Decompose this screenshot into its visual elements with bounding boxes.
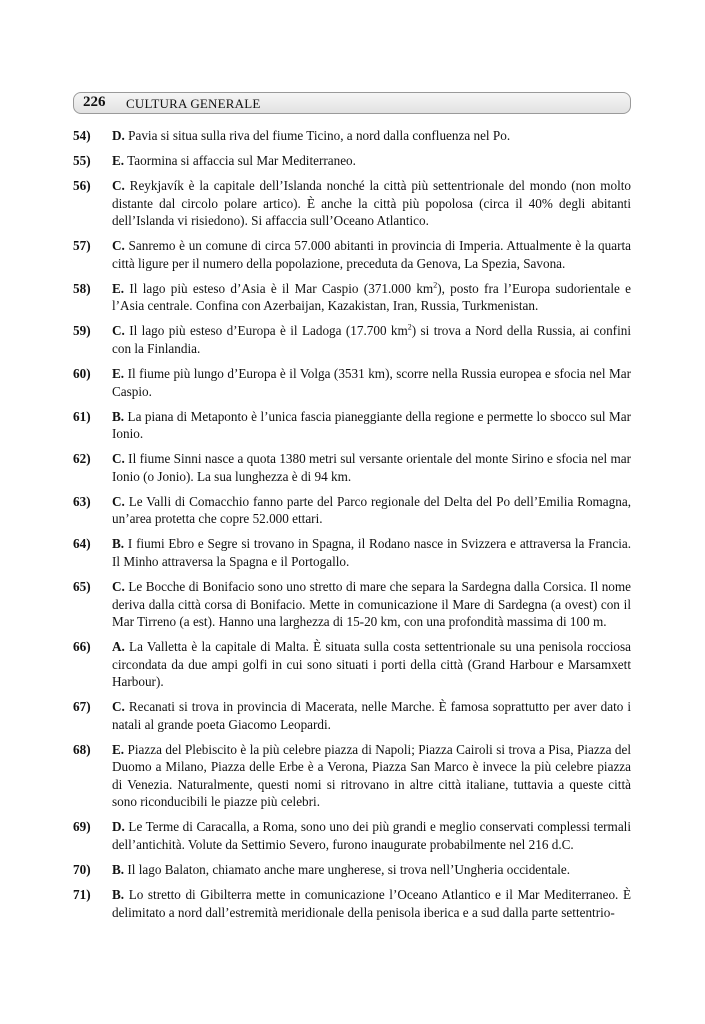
answer-text: La Valletta è la capitale di Malta. È situata sulla costa settentrionale su una penisola rocciosa circondata da due ampi golfi in cui sono situati i porti della città (Grand Harbour e Marsamxett Harbour). <box>112 639 631 690</box>
answer-letter: C. <box>112 178 125 194</box>
answer-letter: C. <box>112 579 125 595</box>
answer-text: Taormina si affaccia sul Mar Mediterraneo. <box>127 153 356 169</box>
answer-letter: E. <box>112 153 125 169</box>
page-header <box>73 92 631 114</box>
item-number: 66) <box>73 639 91 655</box>
item-number: 70) <box>73 862 91 877</box>
item-number: 58) <box>73 280 91 296</box>
section-title: CULTURA GENERALE <box>126 96 261 111</box>
answer-item <box>73 535 631 570</box>
answer-list <box>73 127 631 929</box>
item-number: 62) <box>73 451 91 467</box>
answer-letter: E. <box>112 741 125 757</box>
answer-text: Reykjavík è la capitale dell’Islanda nonché la città più settentrionale del mondo (non molto distante dal circolo polare artico). È anche la città più popolosa (circa il 40% degli abitanti dell’Islanda vi risiedono). Si affaccia sull’Oceano Atlantico. <box>112 178 632 229</box>
page-number: 226 <box>83 94 106 110</box>
superscript: 2 <box>433 280 438 290</box>
answer-text: Le Valli di Comacchio fanno parte del Parco regionale del Delta del Po dell’Emilia Romagna, un’area protetta che copre 52.000 ettari. <box>112 493 632 527</box>
item-number: 69) <box>73 819 91 835</box>
answer-text: Recanati si trova in provincia di Macerata, nelle Marche. È famosa soprattutto per aver dato i natali al grande poeta Giacomo Leopardi. <box>112 699 632 732</box>
answer-item <box>73 861 631 879</box>
answer-text: Pavia si situa sulla riva del fiume Ticino, a nord dalla confluenza nel Po. <box>128 128 511 143</box>
answer-text-continued: ), posto fra l’Europa sudorientale e l’Asia centrale. Confina con Azerbaijan, Kazakistan, Iran, Russia, Turkmenistan. <box>112 280 632 314</box>
answer-item <box>73 698 631 733</box>
answer-item <box>73 493 631 528</box>
item-number: 63) <box>73 493 91 509</box>
answer-letter: A. <box>112 639 125 655</box>
answer-text: Le Bocche di Bonifacio sono uno stretto di mare che separa la Sardegna dalla Corsica. Il nome deriva dalla città corsa di Bonifacio. Mette in comunicazione il Mare di Sardegna (a ovest) con il Mar Tirreno (a est). Hanno una larghezza di 15-20 km, con una profondità massima di 100 m. <box>112 579 632 630</box>
item-number: 56) <box>73 178 91 194</box>
answer-letter: C. <box>112 451 125 467</box>
answer-text: Il lago più esteso d’Europa è il Ladoga (17.700 km <box>129 323 408 339</box>
answer-text: Il fiume più lungo d’Europa è il Volga (3531 km), scorre nella Russia europea e sfocia nel Mar Caspio. <box>112 366 632 399</box>
answer-item <box>73 886 631 921</box>
answer-text: La piana di Metaponto è l’unica fascia pianeggiante della regione e permette lo sbocco sul Mar Ionio. <box>112 408 632 442</box>
answer-item <box>73 237 631 272</box>
answer-text: I fiumi Ebro e Segre si trovano in Spagna, il Rodano nasce in Svizzera e attraversa la Francia. Il Minho attraversa la Spagna e il Portogallo. <box>112 536 632 569</box>
answer-text: Piazza del Plebiscito è la più celebre piazza di Napoli; Piazza Cairoli si trova a Pisa, Piazza del Duomo a Milano, Piazza delle Erbe è a Verona, Piazza San Marco è invece la più celebre piazza di Venezia. Naturalmente, questi nomi si ritrovano in altre città italiane, tuttavia a queste città sono riconducibili le piazze più celebri. <box>112 741 631 810</box>
answer-item <box>73 365 631 400</box>
answer-letter: B. <box>112 887 125 903</box>
answer-text: Le Terme di Caracalla, a Roma, sono uno dei più grandi e meglio conservati complessi termali dell’antichità. Volute da Settimio Severo, furono inaugurate probabilmente nel 216 d.C. <box>112 819 631 852</box>
item-number: 68) <box>73 741 91 757</box>
answer-item <box>73 177 631 230</box>
answer-letter: E. <box>112 280 125 296</box>
answer-letter: B. <box>112 862 125 877</box>
answer-item <box>73 741 631 811</box>
superscript: 2 <box>407 323 412 333</box>
item-number: 65) <box>73 579 91 595</box>
answer-text: Il lago più esteso d’Asia è il Mar Caspio (371.000 km <box>129 280 434 296</box>
answer-letter: D. <box>112 819 125 835</box>
answer-text: Il fiume Sinni nasce a quota 1380 metri sul versante orientale del monte Sirino e sfocia nel mar Ionio (o Jonio). La sua lunghezza è di 94 km. <box>112 451 632 484</box>
answer-item <box>73 322 631 357</box>
item-number: 61) <box>73 408 91 424</box>
item-number: 71) <box>73 887 91 903</box>
answer-item <box>73 578 631 631</box>
answer-letter: B. <box>112 536 125 552</box>
answer-letter: C. <box>112 493 125 509</box>
answer-text: Lo stretto di Gibilterra mette in comunicazione l’Oceano Atlantico e il Mar Mediterraneo. È delimitato a nord dall’estremità meridionale della penisola iberica e a sud dalla parte settentrio- <box>112 887 631 920</box>
answer-letter: C. <box>112 238 125 254</box>
answer-text: Sanremo è un comune di circa 57.000 abitanti in provincia di Imperia. Attualmente è la quarta città ligure per il numero della popolazione, preceduta da Genova, La Spezia, Savona. <box>112 238 632 271</box>
item-number: 54) <box>73 128 91 143</box>
item-number: 55) <box>73 153 91 169</box>
answer-letter: C. <box>112 699 125 715</box>
answer-text-continued: ) si trova a Nord della Russia, ai confini con la Finlandia. <box>112 323 631 356</box>
item-number: 64) <box>73 536 91 552</box>
answer-item <box>73 127 631 145</box>
answer-letter: D. <box>112 128 125 143</box>
answer-item <box>73 280 631 315</box>
answer-letter: C. <box>112 323 125 339</box>
answer-item <box>73 408 631 443</box>
item-number: 57) <box>73 238 91 254</box>
answer-item <box>73 818 631 853</box>
item-number: 67) <box>73 699 91 715</box>
answer-text: Il lago Balaton, chiamato anche mare ungherese, si trova nell’Ungheria occidentale. <box>127 862 571 877</box>
item-number: 60) <box>73 366 91 382</box>
answer-item <box>73 638 631 691</box>
item-number: 59) <box>73 323 91 339</box>
answer-letter: E. <box>112 366 125 382</box>
answer-item <box>73 450 631 485</box>
answer-letter: B. <box>112 408 125 424</box>
answer-item <box>73 152 631 170</box>
